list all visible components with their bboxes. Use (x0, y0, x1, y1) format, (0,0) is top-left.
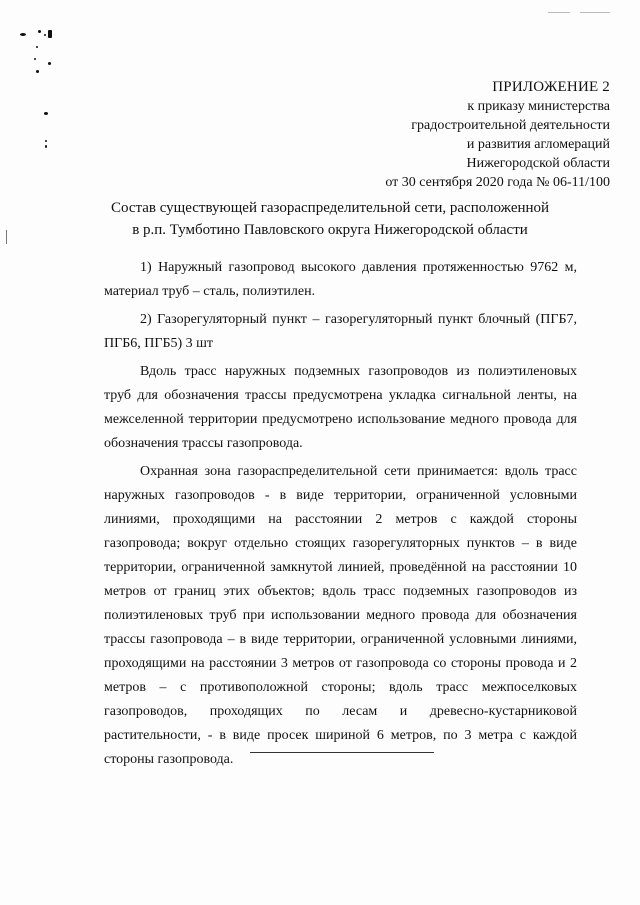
scan-speck (20, 33, 26, 36)
scan-speck (45, 145, 47, 148)
appendix-header (385, 78, 610, 192)
appendix-date-line: от 30 сентября 2020 года № 06-11/100 (385, 175, 610, 190)
document-title-line: Состав существующей газораспределительной сети, расположенной (110, 200, 550, 216)
closing-divider (250, 752, 434, 753)
scan-speck (38, 30, 41, 33)
scan-edge-mark (6, 230, 7, 244)
scan-speck (45, 140, 47, 142)
appendix-order-line: к приказу министерства (467, 99, 610, 114)
body-paragraph: Охранная зона газораспределительной сети принимается: вдоль трасс наружных газопроводов - в виде территории, ограниченной условными линиями, проходящими на расстоянии 2 метров с каждой стороны газопровода; вокруг отдельно стоящих газорегуляторных пунктов – в виде территории, ограниченной замкнутой линией, проведённой на расстоянии 10 метров от границ этих объектов; вдоль трасс подземных газопроводов из полиэтиленовых труб при использовании медного провода для обозначения трассы газопровода – в виде территории, ограниченной условными линиями, проходящими на расстоянии 3 метров от газопровода со стороны провода и 2 метров – с противоположной стороны; вдоль трасс межпоселковых газопроводов, проходящих по лесам и древесно-кустарниковой растительности, - в виде просек шириной 6 метров, по 3 метра с каждой стороны газопровода. (104, 464, 577, 767)
body-paragraph: 2) Газорегуляторный пункт – газорегуляторный пункт блочный (ПГБ7, ПГБ6, ПГБ5) 3 шт (104, 312, 577, 351)
scan-edge-line (548, 12, 570, 13)
appendix-number: ПРИЛОЖЕНИЕ 2 (492, 79, 610, 95)
appendix-ministry-line: и развития агломераций (466, 137, 610, 152)
appendix-ministry-line: градостроительной деятельности (411, 118, 610, 133)
scan-speck (36, 70, 39, 73)
document-title-line: в р.п. Тумботино Павловского округа Нижегородской области (132, 222, 528, 238)
scan-speck (48, 30, 52, 38)
body-paragraph: Вдоль трасс наружных подземных газопроводов из полиэтиленовых труб для обозначения трассы предусмотрена укладка сигнальной ленты, на межселенной территории предусмотрено использование медного провода для обозначения трассы газопровода. (104, 364, 577, 451)
scan-speck (34, 58, 36, 60)
appendix-region-line: Нижегородской области (466, 156, 610, 171)
scan-speck (48, 62, 51, 65)
body-paragraph: 1) Наружный газопровод высокого давления протяженностью 9762 м, материал труб – сталь, полиэтилен. (104, 260, 577, 299)
document-title (60, 197, 600, 241)
scan-speck (44, 34, 46, 36)
document-body (104, 256, 577, 776)
scan-edge-line (580, 12, 610, 13)
scan-speck (36, 46, 38, 48)
scan-speck (44, 112, 48, 115)
